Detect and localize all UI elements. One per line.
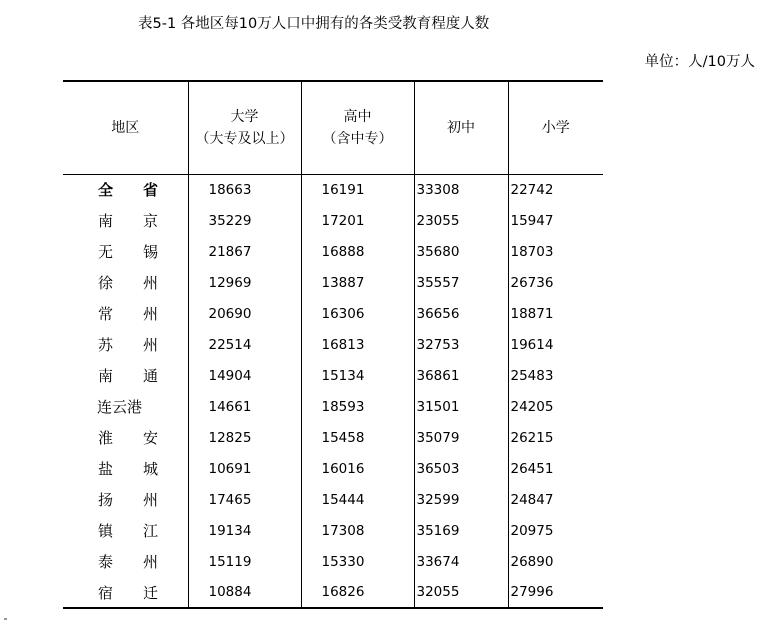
region-name: [98, 427, 158, 448]
junior-value: 33308: [414, 174, 508, 205]
region-cell: [63, 391, 188, 422]
region-char: 徐: [98, 274, 114, 292]
junior-value: 35557: [414, 267, 508, 298]
junior-value: 36503: [414, 453, 508, 484]
high-school-value: 17201: [301, 205, 414, 236]
junior-value: 23055: [414, 205, 508, 236]
college-value: 12969: [188, 267, 301, 298]
high-school-value: 15444: [301, 484, 414, 515]
table-row: [63, 298, 603, 329]
header-college-line2: （大专及以上）: [195, 130, 294, 147]
table-row: [63, 515, 603, 546]
region-name: [98, 210, 158, 231]
college-value: 21867: [188, 236, 301, 267]
header-junior: 初中: [414, 81, 508, 174]
region-char: 扬: [98, 491, 114, 509]
region-char: 江: [142, 522, 158, 540]
table-row: [63, 422, 603, 453]
region-char: 宿: [98, 583, 114, 602]
header-primary: 小学: [508, 81, 603, 174]
table-row: [63, 453, 603, 484]
high-school-value: 15458: [301, 422, 414, 453]
region-name: [98, 458, 158, 479]
region-char: 连云港: [97, 398, 143, 416]
header-high-line2: （含中专）: [322, 130, 393, 147]
college-value: 10884: [188, 577, 301, 608]
region-char: 州: [142, 491, 158, 509]
region-cell: [63, 546, 188, 577]
primary-value: 18703: [508, 236, 603, 267]
junior-value: 35169: [414, 515, 508, 546]
college-value: 14661: [188, 391, 301, 422]
primary-value: 15947: [508, 205, 603, 236]
region-cell: [63, 360, 188, 391]
region-char: 无: [98, 243, 114, 261]
table-row: [63, 267, 603, 298]
high-school-value: 13887: [301, 267, 414, 298]
high-school-value: 18593: [301, 391, 414, 422]
high-school-value: 15330: [301, 546, 414, 577]
primary-value: 27996: [508, 577, 603, 608]
region-char: 州: [142, 305, 158, 323]
table-row: [63, 236, 603, 267]
college-value: 10691: [188, 453, 301, 484]
junior-value: 36656: [414, 298, 508, 329]
region-cell: [63, 174, 188, 205]
junior-value: 36861: [414, 360, 508, 391]
header-college: [188, 81, 301, 174]
region-char: 迁: [142, 583, 158, 602]
table-row: [63, 391, 603, 422]
region-name: [98, 179, 158, 200]
high-school-value: 16888: [301, 236, 414, 267]
table-row: [63, 577, 603, 608]
region-char: 淮: [98, 429, 114, 447]
primary-value: 24205: [508, 391, 603, 422]
region-char: 京: [142, 212, 158, 230]
region-name: [98, 241, 158, 262]
high-school-value: 16306: [301, 298, 414, 329]
region-cell: [63, 329, 188, 360]
table-row: [63, 174, 603, 205]
region-cell: [63, 577, 188, 608]
education-table: [63, 80, 603, 609]
region-name: [98, 272, 158, 293]
college-value: 19134: [188, 515, 301, 546]
region-cell: [63, 267, 188, 298]
high-school-value: 15134: [301, 360, 414, 391]
region-char: 省: [142, 181, 158, 200]
primary-value: 26890: [508, 546, 603, 577]
region-char: 全: [98, 181, 114, 200]
region-char: 州: [142, 553, 158, 571]
primary-value: 20975: [508, 515, 603, 546]
region-char: 苏: [98, 336, 114, 354]
junior-value: 31501: [414, 391, 508, 422]
primary-value: 26215: [508, 422, 603, 453]
region-char: 盐: [98, 460, 114, 478]
high-school-value: 16191: [301, 174, 414, 205]
header-high-line1: 高中: [343, 108, 372, 125]
region-char: 南: [98, 367, 114, 385]
college-value: 20690: [188, 298, 301, 329]
header-college-line1: 大学: [230, 108, 259, 125]
region-name: [98, 303, 158, 324]
region-char: 南: [98, 212, 114, 230]
region-char: 常: [98, 305, 114, 323]
region-name: [98, 334, 158, 355]
primary-value: 25483: [508, 360, 603, 391]
college-value: 22514: [188, 329, 301, 360]
high-school-value: 16016: [301, 453, 414, 484]
junior-value: 35079: [414, 422, 508, 453]
primary-value: 22742: [508, 174, 603, 205]
primary-value: 19614: [508, 329, 603, 360]
region-char: 州: [142, 336, 158, 354]
primary-value: 24847: [508, 484, 603, 515]
primary-value: 26736: [508, 267, 603, 298]
region-cell: [63, 298, 188, 329]
header-region: 地区: [63, 81, 188, 174]
region-cell: [63, 422, 188, 453]
college-value: 15119: [188, 546, 301, 577]
header-high-school: [301, 81, 414, 174]
table-row: [63, 360, 603, 391]
high-school-value: 17308: [301, 515, 414, 546]
junior-value: 32055: [414, 577, 508, 608]
college-value: 35229: [188, 205, 301, 236]
region-char: 镇: [98, 522, 114, 540]
region-char: 通: [142, 367, 158, 385]
junior-value: 32753: [414, 329, 508, 360]
unit-label: 单位：人/10万人: [644, 54, 755, 70]
primary-value: 18871: [508, 298, 603, 329]
region-name: [98, 520, 158, 541]
college-value: 17465: [188, 484, 301, 515]
region-cell: [63, 236, 188, 267]
table-row: [63, 484, 603, 515]
corner-mark: [4, 618, 7, 620]
college-value: 12825: [188, 422, 301, 453]
region-char: 泰: [98, 553, 114, 571]
table-title: 表5-1 各地区每10万人口中拥有的各类受教育程度人数: [138, 16, 490, 32]
college-value: 18663: [188, 174, 301, 205]
region-name: [98, 489, 158, 510]
high-school-value: 16826: [301, 577, 414, 608]
region-cell: [63, 205, 188, 236]
high-school-value: 16813: [301, 329, 414, 360]
junior-value: 32599: [414, 484, 508, 515]
header-row: [63, 81, 603, 174]
junior-value: 33674: [414, 546, 508, 577]
table-row: [63, 205, 603, 236]
region-cell: [63, 515, 188, 546]
junior-value: 35680: [414, 236, 508, 267]
region-name: [98, 551, 158, 572]
primary-value: 26451: [508, 453, 603, 484]
region-name: [98, 582, 158, 603]
college-value: 14904: [188, 360, 301, 391]
region-char: 锡: [142, 243, 158, 261]
region-name: [98, 365, 158, 386]
region-cell: [63, 484, 188, 515]
region-char: 安: [142, 429, 158, 447]
region-char: 州: [142, 274, 158, 292]
region-name: [97, 396, 172, 417]
region-char: 城: [142, 460, 158, 478]
table-row: [63, 546, 603, 577]
region-cell: [63, 453, 188, 484]
table-row: [63, 329, 603, 360]
